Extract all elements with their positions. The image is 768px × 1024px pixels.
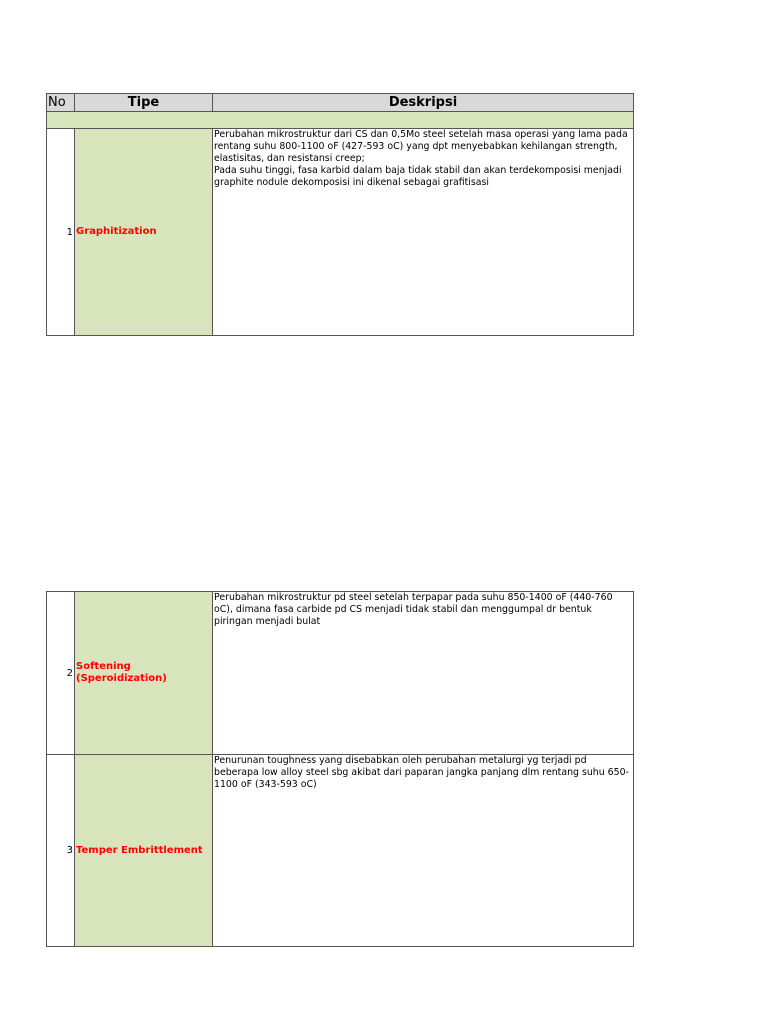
column-header-tipe: Tipe (75, 93, 213, 112)
row-type: Graphitization (75, 129, 213, 336)
row-number: 2 (46, 591, 75, 755)
row-description: Perubahan mikrostruktur dari CS dan 0,5Mo steel setelah masa operasi yang lama pada rentang suhu 800-1100 oF (427-593 oC) yang dpt menyebabkan kehilangan strength, elastisitas, dan resistansi creep; Pada suhu tinggi, fasa karbid dalam baja tidak stabil dan akan terdekomposisi menjadi graphite nodule dekomposisi ini dikenal sebagai grafitisasi (213, 129, 634, 336)
row-description: Perubahan mikrostruktur pd steel setelah terpapar pada suhu 850-1400 oF (440-760 oC), dimana fasa carbide pd CS menjadi tidak stabil dan menggumpal dr bentuk piringan menjadi bulat (213, 591, 634, 755)
spacer-row (46, 112, 634, 129)
row-type: Softening (Speroidization) (75, 591, 213, 755)
row-number: 1 (46, 129, 75, 336)
row-number: 3 (46, 755, 75, 947)
row-description: Penurunan toughness yang disebabkan oleh perubahan metalurgi yg terjadi pd beberapa low alloy steel sbg akibat dari paparan jangka panjang dlm rentang suhu 650-1100 oF (343-593 oC) (213, 755, 634, 947)
column-header-deskripsi: Deskripsi (213, 93, 634, 112)
row-type: Temper Embrittlement (75, 755, 213, 947)
column-header-no: No (46, 93, 75, 112)
